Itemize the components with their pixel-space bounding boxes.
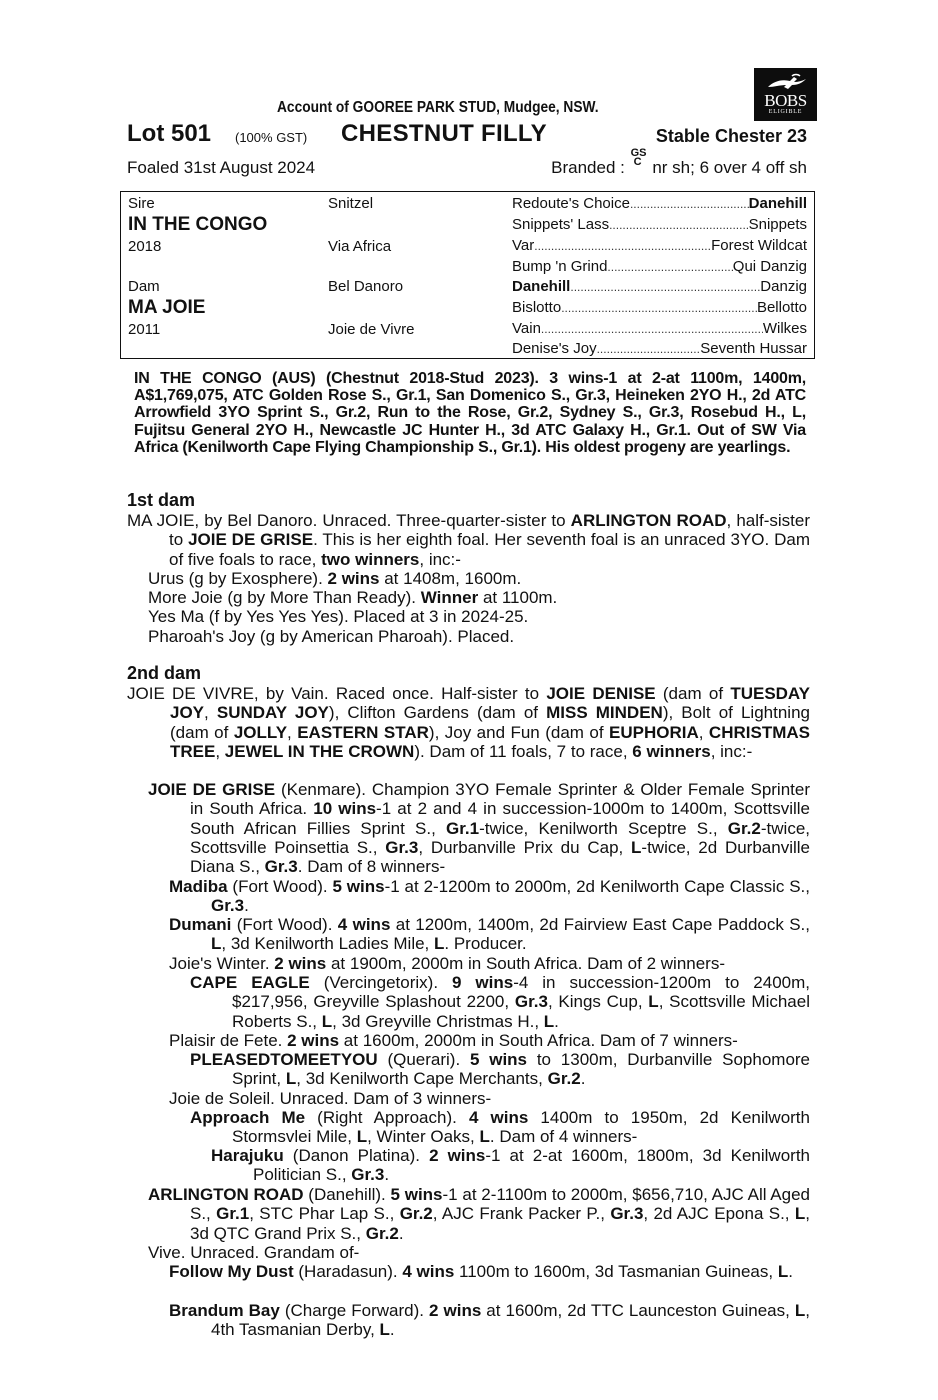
text: 1100m to 1600m, 3d Tasmanian Guineas,	[454, 1262, 778, 1281]
bold-text: 4 wins	[337, 915, 391, 934]
bold-text: L	[285, 1069, 297, 1089]
grandsire-maternal: Bel Danoro	[328, 278, 404, 295]
text: . This is her eighth foal. Her seventh foal is an unraced 3YO. Dam of five foals to race,	[169, 530, 811, 569]
ancestor-name: Vain	[512, 320, 541, 337]
pedigree-entry	[190, 973, 810, 1031]
lot-number: Lot 501	[127, 120, 212, 147]
pedigree-entry	[169, 1301, 810, 1340]
text: .	[580, 1069, 586, 1089]
ancestor-name: Bump 'n Grind	[512, 258, 608, 275]
text: -1 at 2-1100m to 2000m, $656,710, AJC All Aged S.,	[190, 1185, 811, 1224]
text: , half-sister to	[169, 511, 811, 550]
text: ,	[287, 722, 298, 742]
text: (Danehill).	[303, 1185, 391, 1204]
bold-text: 2 wins	[429, 1146, 486, 1165]
text: .	[554, 1011, 559, 1031]
pedigree-entry	[211, 1146, 810, 1185]
text: to 1300m, Durbanville Sophomore Sprint,	[232, 1050, 811, 1089]
text: , Durbanville Prix du Cap,	[418, 837, 632, 857]
vendor-account: Account of GOOREE PARK STUD, Mudgee, NSW.	[277, 99, 599, 116]
text: (Fort Wood).	[231, 915, 338, 934]
ancestor-sire: Danzig	[760, 278, 807, 295]
text: JOIE DE VIVRE, by Vain. Raced once. Half-sister to	[127, 684, 547, 703]
bold-text: Gr.2	[365, 1223, 399, 1243]
granddam-maternal: Joie de Vivre	[328, 321, 415, 338]
ancestor-row	[512, 340, 807, 357]
ancestor-row	[512, 195, 807, 212]
granddam-paternal: Via Africa	[328, 238, 392, 255]
bold-text: L	[479, 1127, 490, 1147]
text: (Vercingetorix).	[309, 973, 452, 992]
bold-text: 2 wins	[274, 954, 327, 973]
bold-text: L	[356, 1127, 368, 1147]
dot-leader	[561, 299, 757, 316]
text: .	[788, 1262, 793, 1281]
bold-text: 5 wins	[469, 1050, 528, 1069]
ancestor-sire: Qui Danzig	[732, 258, 807, 275]
sire-year: 2018	[128, 238, 162, 255]
text: , 3d Kenilworth Ladies Mile,	[221, 934, 434, 954]
stable-location: Stable Chester 23	[655, 126, 807, 146]
pedigree-entry	[148, 588, 810, 607]
bobs-eligible-logo	[754, 68, 817, 121]
brand-mark-bottom: C	[633, 156, 642, 168]
pedigree-entry	[148, 569, 810, 588]
ancestor-name: Denise's Joy	[512, 340, 597, 357]
text: , Scottsville Michael Roberts S.,	[232, 992, 810, 1031]
text: , AJC Frank Packer P.,	[432, 1204, 611, 1224]
bold-text: JOLLY	[233, 722, 288, 742]
text: -4 in succession-1200m to 2400m, $217,956, Greyville Splashout 2200,	[232, 973, 810, 1012]
bold-text: L	[794, 1301, 806, 1320]
foaled-date: Foaled 31st August 2024	[127, 158, 316, 177]
bold-text: L	[379, 1320, 390, 1340]
pedigree-entry	[148, 1243, 810, 1262]
ancestor-row	[512, 258, 807, 275]
bold-text: Brandum Bay	[169, 1301, 280, 1320]
dam-year: 2011	[128, 321, 161, 338]
bold-text: ARLINGTON ROAD	[570, 511, 727, 530]
text: . Dam of 8 winners-	[297, 857, 446, 877]
text: ,	[215, 741, 225, 761]
bold-text: 2 wins	[287, 1031, 340, 1050]
ancestor-name: Bislotto	[512, 299, 562, 316]
text: at 1600m, 2000m in South Africa. Dam of 7 winners-	[339, 1031, 738, 1050]
ancestor-sire: Danehill	[748, 195, 807, 212]
bold-text: 2 wins	[327, 569, 380, 588]
bold-text: JOIE DE GRISE	[188, 530, 314, 550]
text: . Dam of 4 winners-	[489, 1127, 638, 1147]
horse-head-icon	[764, 73, 808, 93]
bold-text: 4 wins	[468, 1108, 529, 1127]
text: at 1100m.	[478, 588, 558, 607]
bold-text: SUNDAY JOY	[216, 703, 329, 723]
bold-text: Gr.3	[385, 837, 419, 857]
text: .	[244, 896, 249, 916]
gst-note: (100% GST)	[235, 130, 308, 145]
ancestor-row	[512, 278, 807, 295]
bold-text: two winners	[321, 549, 420, 569]
second-dam-title: 2nd dam	[127, 663, 202, 683]
bold-text: Gr.3	[264, 857, 298, 877]
text: ), Joy and Fun (dam of	[428, 722, 610, 742]
ancestor-row	[512, 320, 807, 337]
text: , 3d Greyville Christmas H.,	[332, 1011, 544, 1031]
bold-text: 4 wins	[402, 1262, 455, 1281]
text: (Danon Platina).	[283, 1146, 430, 1165]
text: (dam of	[655, 684, 731, 703]
lot-line	[127, 120, 810, 150]
text: (Kenmare). Champion 3YO Female Sprinter & Older Female Sprinter in South Africa.	[190, 780, 811, 819]
sire-label: Sire	[128, 195, 155, 212]
branded-label: Branded :	[551, 158, 625, 177]
horse-description: CHESTNUT FILLY	[341, 120, 547, 147]
dot-leader	[597, 340, 701, 357]
bold-text: MISS MINDEN	[546, 703, 663, 723]
dam-label: Dam	[128, 278, 160, 295]
bold-text: PLEASEDTOMEETYOU	[190, 1050, 378, 1069]
bold-text: L	[321, 1011, 333, 1031]
text: , Winter Oaks,	[367, 1127, 480, 1147]
text: -1 at 2 and 4 in succession-1000m to 1400m, Scottsville South African Fillies Sprint S.,	[190, 799, 810, 838]
bold-text: JOIE DENISE	[546, 684, 656, 703]
ancestor-sire: Wilkes	[762, 320, 807, 337]
bold-text: 9 wins	[452, 973, 514, 992]
pedigree-entry	[148, 780, 810, 876]
bold-text: L	[648, 992, 659, 1012]
ancestor-sire: Snippets	[748, 216, 807, 233]
text: Urus (g by Exosphere).	[148, 569, 328, 588]
branded-details: nr sh; 6 over 4 off sh	[652, 158, 807, 177]
ancestor-row	[512, 237, 807, 254]
text: .	[384, 1165, 390, 1185]
bold-text: EUPHORIA	[609, 722, 699, 742]
pedigree-table	[120, 191, 815, 359]
text: ,	[698, 722, 709, 742]
text: , 3d Kenilworth Cape Merchants,	[296, 1069, 548, 1089]
pedigree-entry	[148, 627, 810, 646]
text: , 3d QTC Grand Prix S.,	[190, 1204, 810, 1243]
text: Joie de Soleil. Unraced. Dam of 3 winners-	[169, 1089, 492, 1108]
dot-leader	[630, 195, 749, 212]
brand-mark-icon	[630, 147, 648, 173]
pedigree-entry	[169, 1262, 810, 1281]
bold-text: L	[434, 934, 445, 954]
grandsire-paternal: Snitzel	[328, 195, 374, 212]
text: ), Clifton Gardens (dam of	[328, 703, 547, 723]
ancestor-sire: Seventh Hussar	[700, 340, 807, 357]
bold-text: Gr.3	[610, 1204, 644, 1224]
ancestor-row	[512, 216, 807, 233]
dot-leader	[609, 216, 749, 233]
bold-text: Approach Me	[190, 1108, 306, 1127]
pedigree-entry	[169, 1089, 810, 1108]
text: .	[398, 1223, 404, 1243]
sire-name: IN THE CONGO	[128, 214, 268, 235]
pedigree-entry	[169, 915, 810, 954]
text: -1 at 2-1200m to 2000m, 2d Kenilworth Cape Classic S.,	[384, 877, 810, 896]
text: at 1900m, 2000m in South Africa. Dam of 2 winners-	[326, 954, 726, 973]
bold-text: Gr.3	[351, 1165, 385, 1185]
bold-text: Gr.2	[399, 1204, 433, 1224]
ancestor-name: Danehill	[512, 278, 571, 295]
bold-text: L	[211, 934, 222, 954]
text: , STC Phar Lap S.,	[249, 1204, 400, 1224]
pedigree-entry	[127, 511, 810, 569]
ancestor-name: Var	[512, 237, 535, 254]
dot-leader	[541, 320, 763, 337]
dot-leader	[570, 278, 760, 295]
pedigree-entry	[169, 877, 810, 916]
bold-text: L	[631, 837, 642, 857]
bold-text: 6 winners	[632, 741, 711, 761]
ancestor-sire: Bellotto	[756, 299, 807, 316]
bold-text: 10 wins	[313, 799, 377, 819]
text: . Producer.	[444, 934, 527, 954]
bold-text: JOIE DE GRISE	[148, 780, 276, 799]
bold-text: 5 wins	[332, 877, 385, 896]
dot-leader	[607, 258, 732, 275]
text: , 4th Tasmanian Derby,	[211, 1301, 811, 1340]
bold-text: JEWEL IN THE CROWN	[224, 741, 415, 761]
bold-text: L	[794, 1204, 806, 1224]
bold-text: TUESDAY JOY	[170, 684, 810, 723]
text: Joie's Winter.	[169, 954, 275, 973]
text: (Haradasun).	[293, 1262, 403, 1281]
bold-text: L	[777, 1262, 789, 1281]
sire-summary: IN THE CONGO (AUS) (Chestnut 2018-Stud 2023). 3 wins-1 at 2-at 1100m, 1400m, A$1,769,075, ATC Golden Rose S., Gr.1, San Domenico S., Gr.3, Heineken 2YO H., 2d ATC Arrowfield 3YO Sprint S., Gr.2, Run to the Rose, Gr.2, Sydney S., Gr.3, Rosebud H., L, Fujitsu General 2YO H., Newcastle JC Hunter H., 3d ATC Galaxy H., Gr.1. Out of SW Via Africa (Kenilworth Cape Flying Championship S., Gr.1). His oldest progeny are yearlings.	[134, 370, 806, 456]
pedigree-entry	[169, 1031, 810, 1050]
text: Plaisir de Fete.	[169, 1031, 288, 1050]
text: (Querari).	[377, 1050, 470, 1069]
bold-text: CHRISTMAS TREE	[170, 722, 810, 761]
bold-text: EASTERN STAR	[297, 722, 429, 742]
pedigree-entry	[148, 607, 810, 626]
text: -twice, 2d Durbanville Diana S.,	[190, 837, 810, 877]
ancestor-name: Redoute's Choice	[512, 195, 630, 212]
text: , inc:-	[710, 741, 753, 761]
text: Yes Ma (f by Yes Yes Yes). Placed at 3 in 2024-25.	[148, 607, 529, 626]
bold-text: 5 wins	[390, 1185, 443, 1204]
first-dam-title: 1st dam	[127, 490, 196, 510]
bold-text: Gr.1	[216, 1204, 250, 1224]
bold-text: ARLINGTON ROAD	[148, 1185, 304, 1204]
text: , Kings Cup,	[547, 992, 649, 1012]
text: at 1408m, 1600m.	[379, 569, 522, 588]
bold-text: Harajuku	[211, 1146, 284, 1165]
ancestor-name: Snippets' Lass	[512, 216, 610, 233]
text: -1 at 2-at 1600m, 1800m, 3d Kenilworth Politician S.,	[253, 1146, 811, 1185]
bold-text: Gr.2	[727, 818, 761, 838]
text: ,	[204, 703, 217, 723]
text: Pharoah's Joy (g by American Pharoah). Placed.	[148, 627, 515, 646]
dam-name: MA JOIE	[128, 297, 206, 318]
bold-text: 2 wins	[429, 1301, 482, 1320]
text: , 2d AJC Epona S.,	[643, 1204, 795, 1224]
bold-text: Gr.3	[211, 896, 245, 916]
bold-text: Winner	[420, 588, 479, 607]
ancestor-sire: Forest Wildcat	[711, 237, 807, 254]
text: More Joie (g by More Than Ready).	[148, 588, 421, 607]
bold-text: Madiba	[169, 877, 228, 896]
brand-description	[551, 147, 807, 178]
text: ). Dam of 11 foals, 7 to race,	[414, 741, 633, 761]
text: .	[389, 1320, 395, 1340]
text: 1400m to 1950m, 2d Kenilworth Stormsvlei Mile,	[232, 1108, 810, 1147]
text: ), Bolt of Lightning (dam of	[170, 703, 810, 742]
bold-text: Gr.1	[446, 818, 480, 838]
ancestor-row	[512, 299, 807, 316]
bold-text: Gr.2	[547, 1069, 581, 1089]
bold-text: CAPE EAGLE	[190, 973, 310, 992]
brand-mark-top: GS	[630, 147, 647, 159]
text: -twice, Scottsville Poinsettia S.,	[190, 818, 810, 857]
bold-text: Gr.3	[514, 992, 548, 1012]
logo-eligible-text: ELIGIBLE	[768, 109, 803, 115]
logo-bobs-text: BOBS	[764, 91, 807, 110]
text: (Charge Forward).	[279, 1301, 430, 1320]
text: , inc:-	[419, 549, 461, 569]
text: at 1200m, 1400m, 2d Fairview East Cape Paddock S.,	[390, 915, 811, 934]
bold-text: Follow My Dust	[169, 1262, 294, 1281]
pedigree-entry	[169, 954, 810, 973]
dot-leader	[534, 237, 711, 254]
text: at 1600m, 2d TTC Launceston Guineas,	[481, 1301, 795, 1320]
bold-text: L	[543, 1011, 555, 1031]
text: -twice, Kenilworth Sceptre S.,	[479, 818, 728, 838]
text: MA JOIE, by Bel Danoro. Unraced. Three-quarter-sister to	[127, 511, 571, 530]
pedigree-entry	[190, 1108, 810, 1147]
text: (Right Approach).	[305, 1108, 469, 1127]
pedigree-entry	[190, 1050, 810, 1089]
text: (Fort Wood).	[227, 877, 333, 896]
pedigree-entry	[127, 684, 810, 761]
pedigree-entry	[148, 1185, 810, 1243]
bold-text: Dumani	[169, 915, 232, 934]
text: Vive. Unraced. Grandam of-	[148, 1243, 360, 1262]
